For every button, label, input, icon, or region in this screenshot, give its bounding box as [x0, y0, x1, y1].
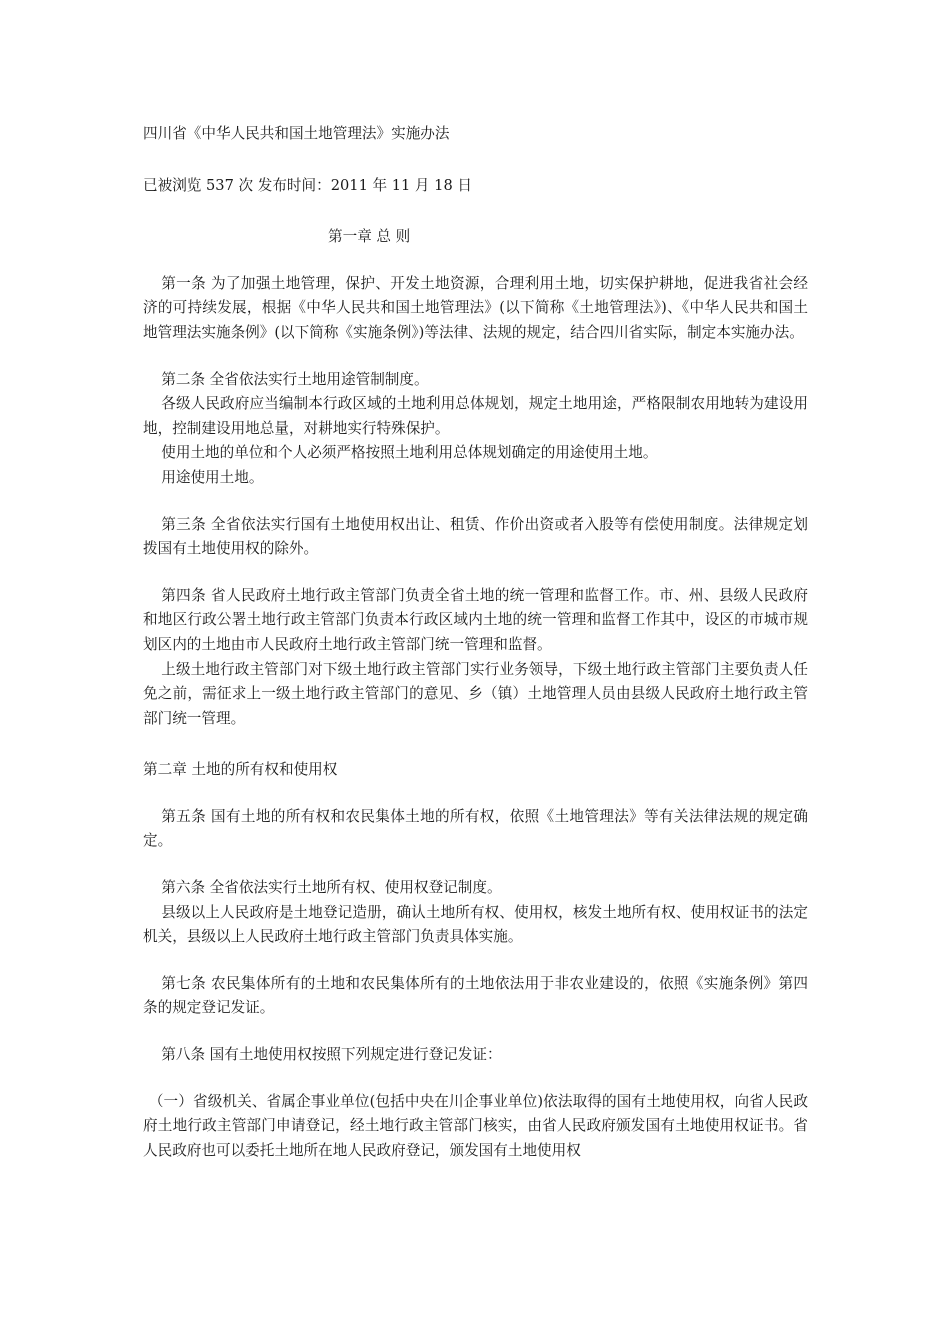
article-2-paragraph-3: 使用土地的单位和个人必须严格按照土地利用总体规划确定的用途使用土地。	[161, 444, 658, 462]
article-8: 第八条 国有土地使用权按照下列规定进行登记发证：	[161, 1046, 502, 1064]
article-6: 第六条 全省依法实行土地所有权、使用权登记制度。	[161, 879, 502, 897]
article-2-paragraph-4: 用途使用土地。	[161, 468, 264, 486]
article-7: 第七条 农民集体所有的土地和农民集体所有的土地依法用于非农业建设的，依照《实施条例》第四条的规定登记发证。	[143, 974, 808, 1017]
document-title: 四川省《中华人民共和国土地管理法》实施办法	[143, 125, 450, 142]
view-count-and-publish-date: 已被浏览 537 次 发布时间：2011 年 11 月 18 日	[143, 176, 472, 194]
article-6-paragraph-2: 县级以上人民政府是土地登记造册，确认土地所有权、使用权，核发土地所有权、使用权证书的法定机关，县级以上人民政府土地行政主管部门负责具体实施。	[143, 903, 808, 946]
article-3: 第三条 全省依法实行国有土地使用权出让、租赁、作价出资或者入股等有偿使用制度。法律规定划拨国有土地使用权的除外。	[143, 515, 808, 558]
chapter-2-heading: 第二章 土地的所有权和使用权	[143, 761, 338, 779]
article-1: 第一条 为了加强土地管理，保护、开发土地资源，合理利用土地，切实保护耕地，促进我省社会经济的可持续发展，根据《中华人民共和国土地管理法》(以下简称《土地管理法》)、《中华人民共和国土地管理法实施条例》(以下简称《实施条例》)等法律、法规的规定，结合四川省实际，制定本实施办法。	[143, 274, 808, 341]
article-8-item-1: （一）省级机关、省属企事业单位(包括中央在川企事业单位)依法取得的国有土地使用权，向省人民政府土地行政主管部门申请登记，经土地行政主管部门核实，由省人民政府颁发国有土地使用权证书。省人民政府也可以委托土地所在地人民政府登记，颁发国有土地使用权	[143, 1092, 808, 1159]
chapter-1-heading: 第一章 总 则	[328, 228, 411, 246]
article-5: 第五条 国有土地的所有权和农民集体土地的所有权，依照《土地管理法》等有关法律法规的规定确定。	[143, 807, 808, 850]
article-4: 第四条 省人民政府土地行政主管部门负责全省土地的统一管理和监督工作。市、州、县级人民政府和地区行政公署土地行政主管部门负责本行政区域内土地的统一管理和监督工作其中，设区的市城市规划区内的土地由市人民政府土地行政主管部门统一管理和监督。	[143, 586, 808, 653]
article-2-paragraph-2: 各级人民政府应当编制本行政区域的土地利用总体规划，规定土地用途，严格限制农用地转为建设用地，控制建设用地总量，对耕地实行特殊保护。	[143, 395, 808, 437]
document-page	[143, 118, 808, 1163]
article-2: 第二条 全省依法实行土地用途管制制度。	[161, 370, 429, 388]
article-4-paragraph-2: 上级土地行政主管部门对下级土地行政主管部门实行业务领导，下级土地行政主管部门主要负责人任免之前，需征求上一级土地行政主管部门的意见、乡（镇）土地管理人员由县级人民政府土地行政主管部门统一管理。	[143, 660, 808, 727]
